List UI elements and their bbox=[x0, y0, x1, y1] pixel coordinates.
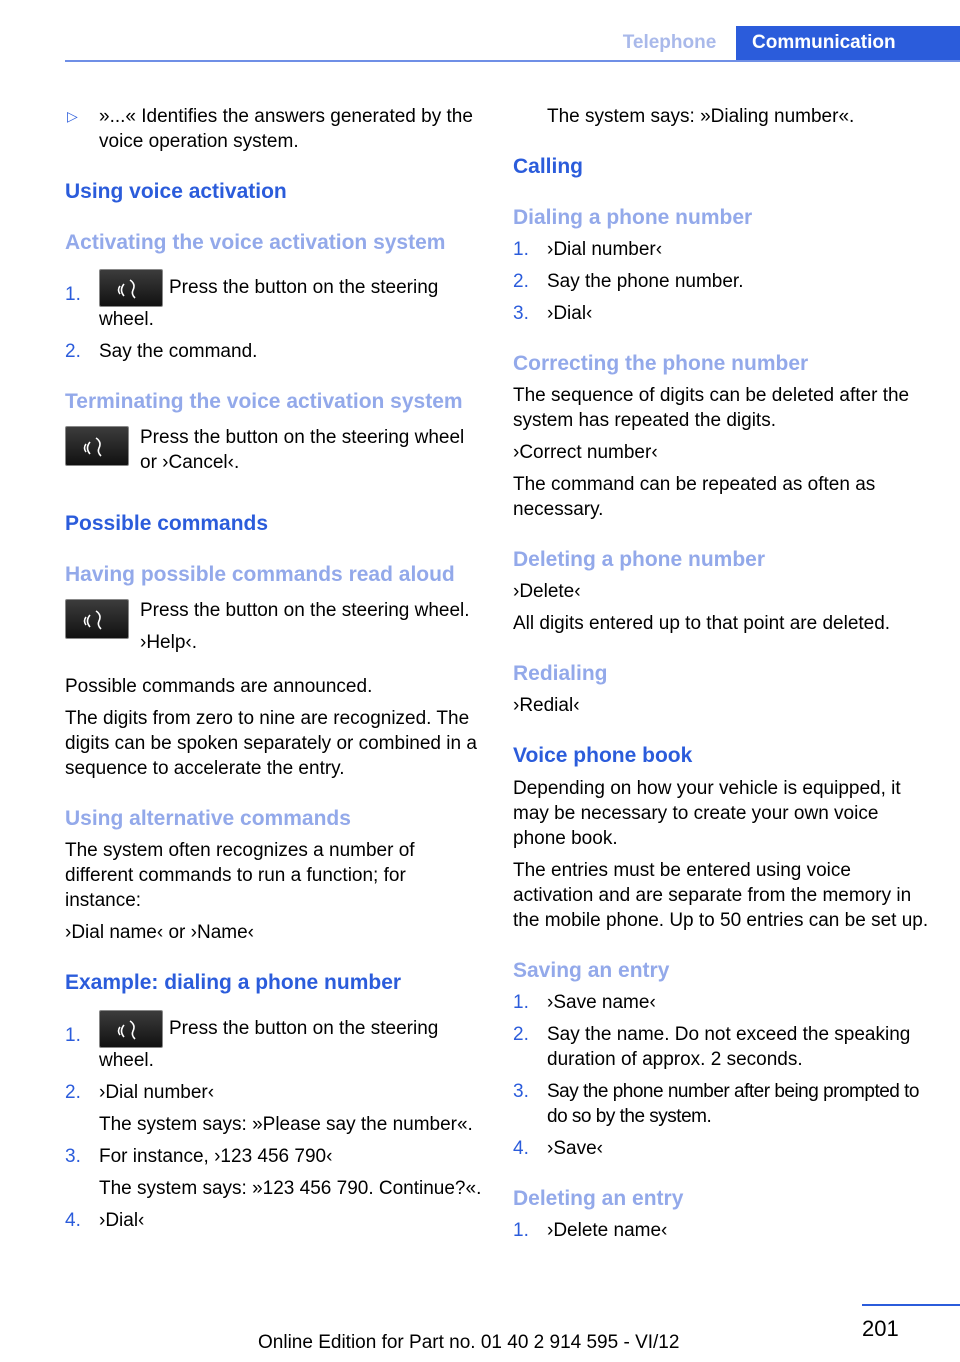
heading-voice-book: Voice phone book bbox=[513, 744, 693, 767]
heading-possible: Possible commands bbox=[65, 512, 269, 535]
page-number: 201 bbox=[862, 1316, 899, 1341]
step-text: ›Save‹ bbox=[547, 1138, 603, 1159]
step-text: Say the name. Do not exceed the speaking duration of approx. 2 seconds. bbox=[547, 1024, 911, 1070]
step-text: ›Dial number‹ bbox=[99, 1082, 215, 1103]
list-item bbox=[513, 1218, 933, 1243]
list-number: 4. bbox=[65, 1210, 81, 1231]
step-text: For instance, ›123 456 790‹ bbox=[99, 1146, 333, 1167]
delete-text: All digits entered up to that point are deleted. bbox=[513, 613, 891, 634]
list-item bbox=[65, 1080, 485, 1137]
right-column bbox=[513, 104, 933, 1243]
list-item bbox=[513, 1022, 933, 1072]
list-number: 2. bbox=[65, 341, 81, 362]
heading-deleting-entry: Deleting an entry bbox=[513, 1187, 684, 1210]
heading-deleting: Deleting a phone number bbox=[513, 548, 766, 571]
tab-telephone[interactable]: Telephone bbox=[622, 32, 717, 53]
list-number: 4. bbox=[513, 1138, 529, 1159]
triangle-bullet-icon: ▷ bbox=[67, 108, 78, 124]
list-number: 1. bbox=[65, 284, 81, 305]
read-aloud-text: Press the button on the steering wheel. bbox=[140, 600, 470, 621]
terminate-row bbox=[65, 425, 485, 475]
left-column bbox=[65, 104, 485, 1233]
list-item bbox=[65, 1010, 485, 1073]
list-number: 1. bbox=[65, 1025, 81, 1046]
list-number: 1. bbox=[513, 239, 529, 260]
step-text: ›Delete name‹ bbox=[547, 1220, 668, 1241]
voice-activation-button-icon bbox=[65, 426, 129, 466]
voice-activation-button-icon bbox=[99, 1010, 163, 1048]
list-number: 2. bbox=[513, 271, 529, 292]
list-item bbox=[513, 237, 933, 262]
voice-book-text-1: Depending on how your vehicle is equipped, it may be necessary to create your own voice phone book. bbox=[513, 778, 901, 849]
voice-activation-button-icon bbox=[65, 599, 129, 639]
step-text: Press the button on the steering wheel. bbox=[99, 1018, 439, 1071]
heading-activating: Activating the voice activation system bbox=[65, 231, 446, 254]
step-subtext: The system says: »123 456 790. Continue?«. bbox=[99, 1178, 482, 1199]
alternative-example: ›Dial name‹ or ›Name‹ bbox=[65, 922, 254, 943]
step-text: Say the command. bbox=[99, 341, 258, 362]
list-number: 2. bbox=[65, 1082, 81, 1103]
correct-repeat-text: The command can be repeated as often as necessary. bbox=[513, 474, 876, 520]
correct-command: ›Correct number‹ bbox=[513, 442, 658, 463]
voice-book-text-2: The entries must be entered using voice activation and are separate from the memory in the mobile phone. Up to 50 entries can be set up. bbox=[513, 860, 929, 931]
step-subtext: The system says: »Please say the number«. bbox=[99, 1114, 473, 1135]
heading-terminating: Terminating the voice activation system bbox=[65, 390, 463, 413]
voice-activation-button-icon bbox=[99, 269, 163, 307]
heading-alternative: Using alternative commands bbox=[65, 807, 351, 830]
list-number: 3. bbox=[513, 303, 529, 324]
list-item bbox=[65, 1208, 485, 1233]
heading-saving: Saving an entry bbox=[513, 959, 670, 982]
redial-command: ›Redial‹ bbox=[513, 695, 580, 716]
footer-rule bbox=[862, 1304, 960, 1306]
heading-dialing: Dialing a phone number bbox=[513, 206, 753, 229]
list-item bbox=[513, 1079, 933, 1129]
tab-communication[interactable]: Communication bbox=[736, 26, 960, 60]
list-number: 3. bbox=[65, 1146, 81, 1167]
step-text: ›Dial number‹ bbox=[547, 239, 663, 260]
step-text: ›Dial‹ bbox=[547, 303, 593, 324]
list-item bbox=[513, 301, 933, 326]
step-text: ›Dial‹ bbox=[99, 1210, 145, 1231]
heading-calling: Calling bbox=[513, 155, 584, 178]
list-number: 1. bbox=[513, 992, 529, 1013]
list-item bbox=[65, 1144, 485, 1201]
list-item bbox=[513, 1136, 933, 1161]
correcting-text: The sequence of digits can be deleted after the system has repeated the digits. bbox=[513, 385, 910, 431]
terminate-text: Press the button on the steering wheel or ›Cancel‹. bbox=[140, 427, 465, 473]
list-number: 3. bbox=[513, 1081, 529, 1102]
read-aloud-row bbox=[65, 598, 485, 655]
delete-command: ›Delete‹ bbox=[513, 581, 581, 602]
heading-redialing: Redialing bbox=[513, 662, 608, 685]
heading-read-aloud: Having possible commands read aloud bbox=[65, 563, 455, 586]
step-text: Press the button on the steering wheel. bbox=[99, 277, 439, 330]
list-item bbox=[513, 269, 933, 294]
heading-using-voice: Using voice activation bbox=[65, 180, 287, 203]
list-item bbox=[65, 339, 485, 364]
help-command: ›Help‹. bbox=[140, 632, 198, 653]
step-text: Say the phone number. bbox=[547, 271, 744, 292]
list-item bbox=[65, 269, 485, 332]
list-number: 1. bbox=[513, 1220, 529, 1241]
list-item bbox=[513, 990, 933, 1015]
heading-example: Example: dialing a phone number bbox=[65, 971, 402, 994]
continued-text: The system says: »Dialing number«. bbox=[547, 106, 855, 127]
alternative-text: The system often recognizes a number of different commands to run a function; for instance: bbox=[65, 840, 415, 911]
step-text: ›Save name‹ bbox=[547, 992, 656, 1013]
digits-text: The digits from zero to nine are recognized. The digits can be spoken separately or combined in a sequence to accelerate the entry. bbox=[65, 708, 477, 779]
note-item bbox=[65, 104, 485, 154]
header-rule bbox=[65, 60, 960, 62]
edition-text: Online Edition for Part no. 01 40 2 914 595 - VI/12 bbox=[258, 1332, 680, 1353]
note-text: »...« Identifies the answers generated by the voice operation system. bbox=[99, 106, 473, 152]
heading-correcting: Correcting the phone number bbox=[513, 352, 809, 375]
list-number: 2. bbox=[513, 1024, 529, 1045]
announced-text: Possible commands are announced. bbox=[65, 676, 373, 697]
step-text: Say the phone number after being prompted to do so by the system. bbox=[547, 1081, 919, 1127]
